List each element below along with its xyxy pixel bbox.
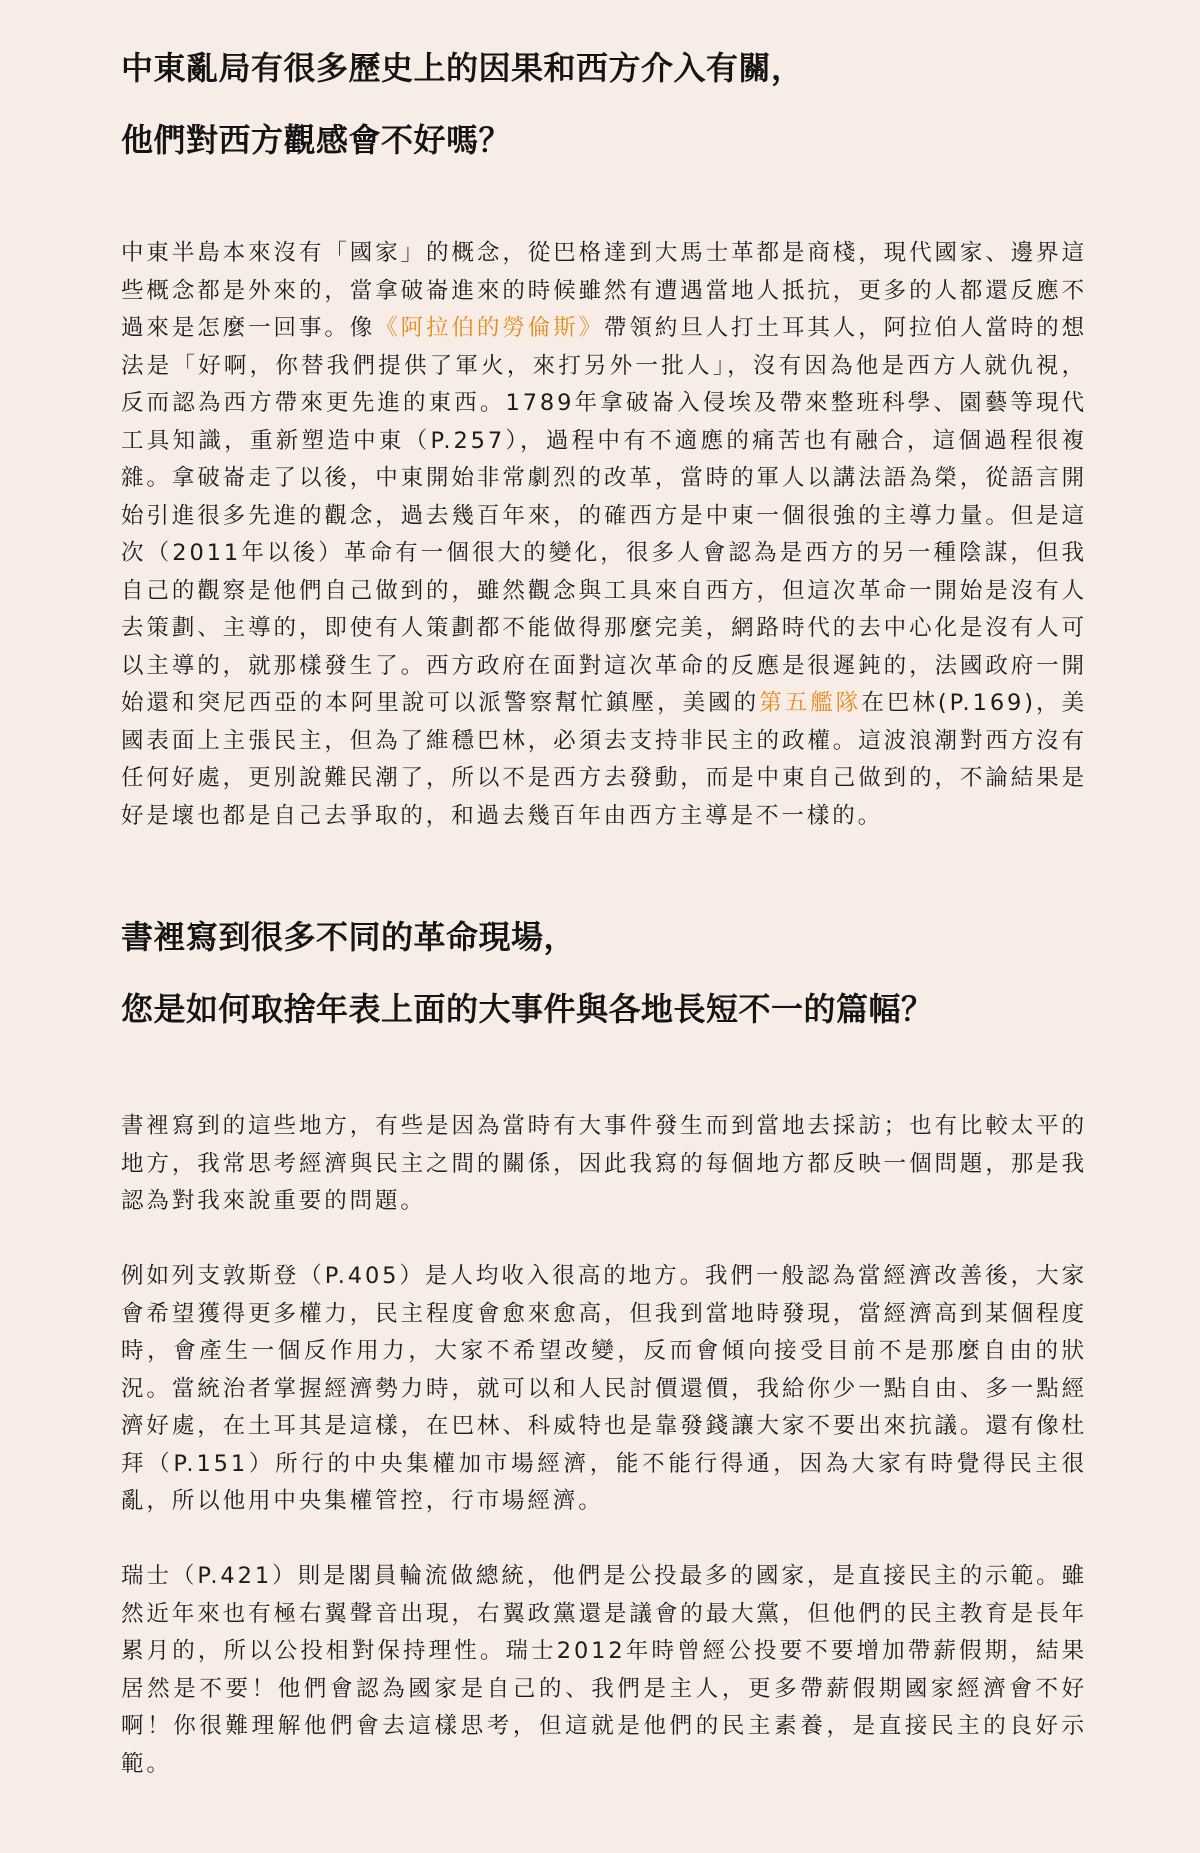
answer-1-paragraph (121, 235, 1087, 835)
answer-2-paragraph-1: 書裡寫到的這些地方，有些是因為當時有大事件發生而到當地去採訪；也有比較太平的地方，我常思考經濟與民主之間的關係，因此我寫的每個地方都反映一個問題，那是我認為對我來說重要的問題。 (121, 1113, 1087, 1214)
question-2-title-line-2: 您是如何取捨年表上面的大事件與各地長短不一的篇幅？ (121, 990, 934, 1028)
answer-1-text-part-2: 帶領約旦人打土耳其人，阿拉伯人當時的想法是「好啊，你替我們提供了軍火，來打另外一批人」，沒有因為他是西方人就仇視，反而認為西方帶來更先進的東西。1789年拿破崙入侵埃及帶來整班科學、園藝等現代工具知識，重新塑造中東（P.257），過程中有不適應的痛苦也有融合，這個過程很複雜。拿破崙走了以後，中東開始非常劇烈的改革，當時的軍人以講法語為榮，從語言開始引進很多先進的觀念，過去幾百年來，的確西方是中東一個很強的主導力量。但是這次（2011年以後）革命有一個很大的變化，很多人會認為是西方的另一種陰謀，但我自己的觀察是他們自己做到的，雖然觀念與工具來自西方，但這次革命一開始是沒有人去策劃、主導的，即使有人策劃都不能做得那麼完美，網路時代的去中心化是沒有人可以主導的，就那樣發生了。西方政府在面對這次革命的反應是很遲鈍的，法國政府一開始還和突尼西亞的本阿里說可以派警察幫忙鎮壓，美國的 (121, 315, 1087, 716)
question-1-title-line-1: 中東亂局有很多歷史上的因果和西方介入有關， (121, 49, 804, 87)
answer-1-text-part-1: 中東半島本來沒有「國家」的概念，從巴格達到大馬士革都是商棧，現代國家、邊界這些概念都是外來的，當拿破崙進來的時候雖然有遭遇當地人抵抗，更多的人都還反應不過來是怎麼一回事。像 (121, 240, 1087, 341)
lawrence-of-arabia-link[interactable]: 《阿拉伯的勞倫斯》 (375, 315, 605, 341)
answer-2-paragraph-3: 瑞士（P.421）則是閣員輪流做總統，他們是公投最多的國家，是直接民主的示範。雖然近年來也有極右翼聲音出現，右翼政黨還是議會的最大黨，但他們的民主教育是長年累月的，所以公投相對保持理性。瑞士2012年時曾經公投要不要增加帶薪假期，結果居然是不要！他們會認為國家是自己的、我們是主人，更多帶薪假期國家經濟會不好啊！你很難理解他們會去這樣思考，但這就是他們的民主素養，是直接民主的良好示範。 (121, 1563, 1087, 1777)
answer-2-paragraph-2: 例如列支敦斯登（P.405）是人均收入很高的地方。我們一般認為當經濟改善後，大家會希望獲得更多權力，民主程度會愈來愈高，但我到當地時發現，當經濟高到某個程度時，會產生一個反作用力，大家不希望改變，反而會傾向接受目前不是那麼自由的狀況。當統治者掌握經濟勢力時，就可以和人民討價還價，我給你少一點自由、多一點經濟好處，在土耳其是這樣，在巴林、科威特也是靠發錢讓大家不要出來抗議。還有像杜拜（P.151）所行的中央集權加市場經濟，能不能行得通，因為大家有時覺得民主很亂，所以他用中央集權管控，行市場經濟。 (121, 1263, 1087, 1514)
answer-1-text-part-3: 在巴林(P.169)，美國表面上主張民主，但為了維穩巴林，必須去支持非民主的政權。這波浪潮對西方沒有任何好處，更別說難民潮了，所以不是西方去發動，而是中東自己做到的，不論結果是好是壞也都是自己去爭取的，和過去幾百年由西方主導是不一樣的。 (121, 690, 1087, 829)
article (121, 0, 1087, 1783)
question-2-title-line-1: 書裡寫到很多不同的革命現場， (121, 918, 577, 956)
fifth-fleet-link[interactable]: 第五艦隊 (759, 690, 862, 716)
question-2-title (121, 901, 1087, 1045)
question-1-title-line-2: 他們對西方觀感會不好嗎？ (121, 121, 512, 159)
question-1-title (121, 32, 1087, 176)
